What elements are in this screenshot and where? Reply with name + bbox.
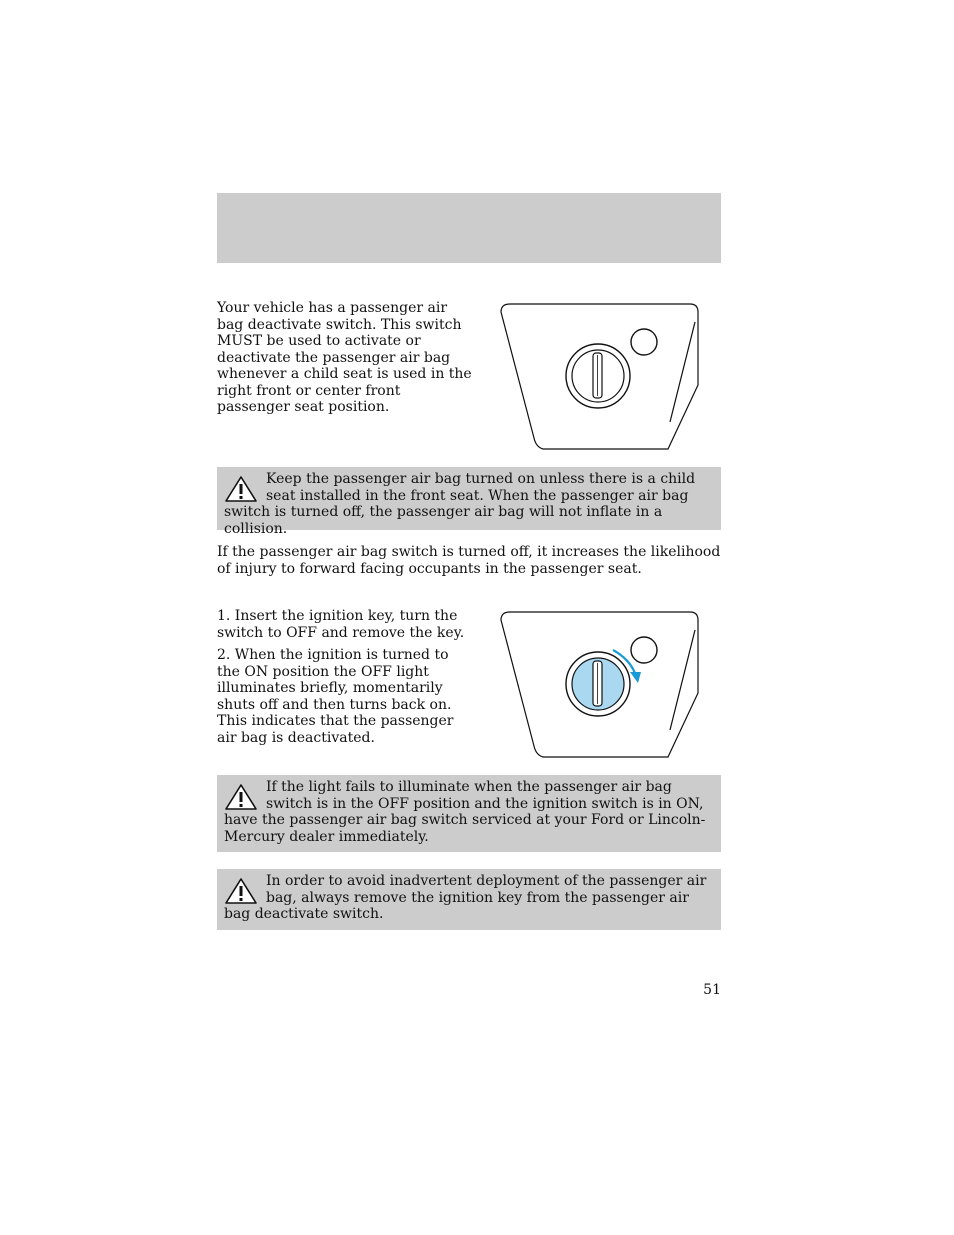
step-2-paragraph: 2. When the ignition is turned to the ON position the OFF light illuminates briefly, momentarily shuts off and then turns back on. This indicates that the passenger air bag is deactivated. — [217, 647, 454, 746]
page-number: 51 — [703, 982, 721, 998]
warning-triangle-icon — [224, 783, 258, 811]
warning-triangle-icon — [224, 877, 258, 905]
warning-box — [217, 467, 721, 537]
section-header-bar — [217, 193, 721, 263]
air-bag-switch-turn-off-icon — [498, 610, 702, 760]
warning-box — [217, 775, 721, 852]
step-1-paragraph: 1. Insert the ignition key, turn the switch to OFF and remove the key. — [217, 608, 465, 641]
warning-text: If the light fails to illuminate when the passenger air bag switch is in the OFF position and the ignition switch is in ON, have the passenger air bag switch serviced at your Ford or Lincoln-Mercury dealer immediately. — [224, 779, 706, 845]
warning-triangle-icon — [224, 475, 258, 503]
likelihood-paragraph: If the passenger air bag switch is turned off, it increases the likelihood of injury to forward facing occupants in the passenger seat. — [217, 544, 721, 577]
warning-box — [217, 869, 721, 930]
warning-text: In order to avoid inadvertent deployment of the passenger air bag, always remove the ignition key from the passenger air bag deactivate switch. — [224, 873, 707, 922]
warning-text: Keep the passenger air bag turned on unless there is a child seat installed in the front seat. When the passenger air bag switch is turned off, the passenger air bag will not inflate in a collision. — [224, 471, 696, 537]
air-bag-switch-panel-icon — [498, 302, 702, 452]
intro-paragraph: Your vehicle has a passenger air bag deactivate switch. This switch MUST be used to activate or deactivate the passenger air bag whenever a child seat is used in the right front or center front passenger seat position. — [217, 300, 472, 415]
